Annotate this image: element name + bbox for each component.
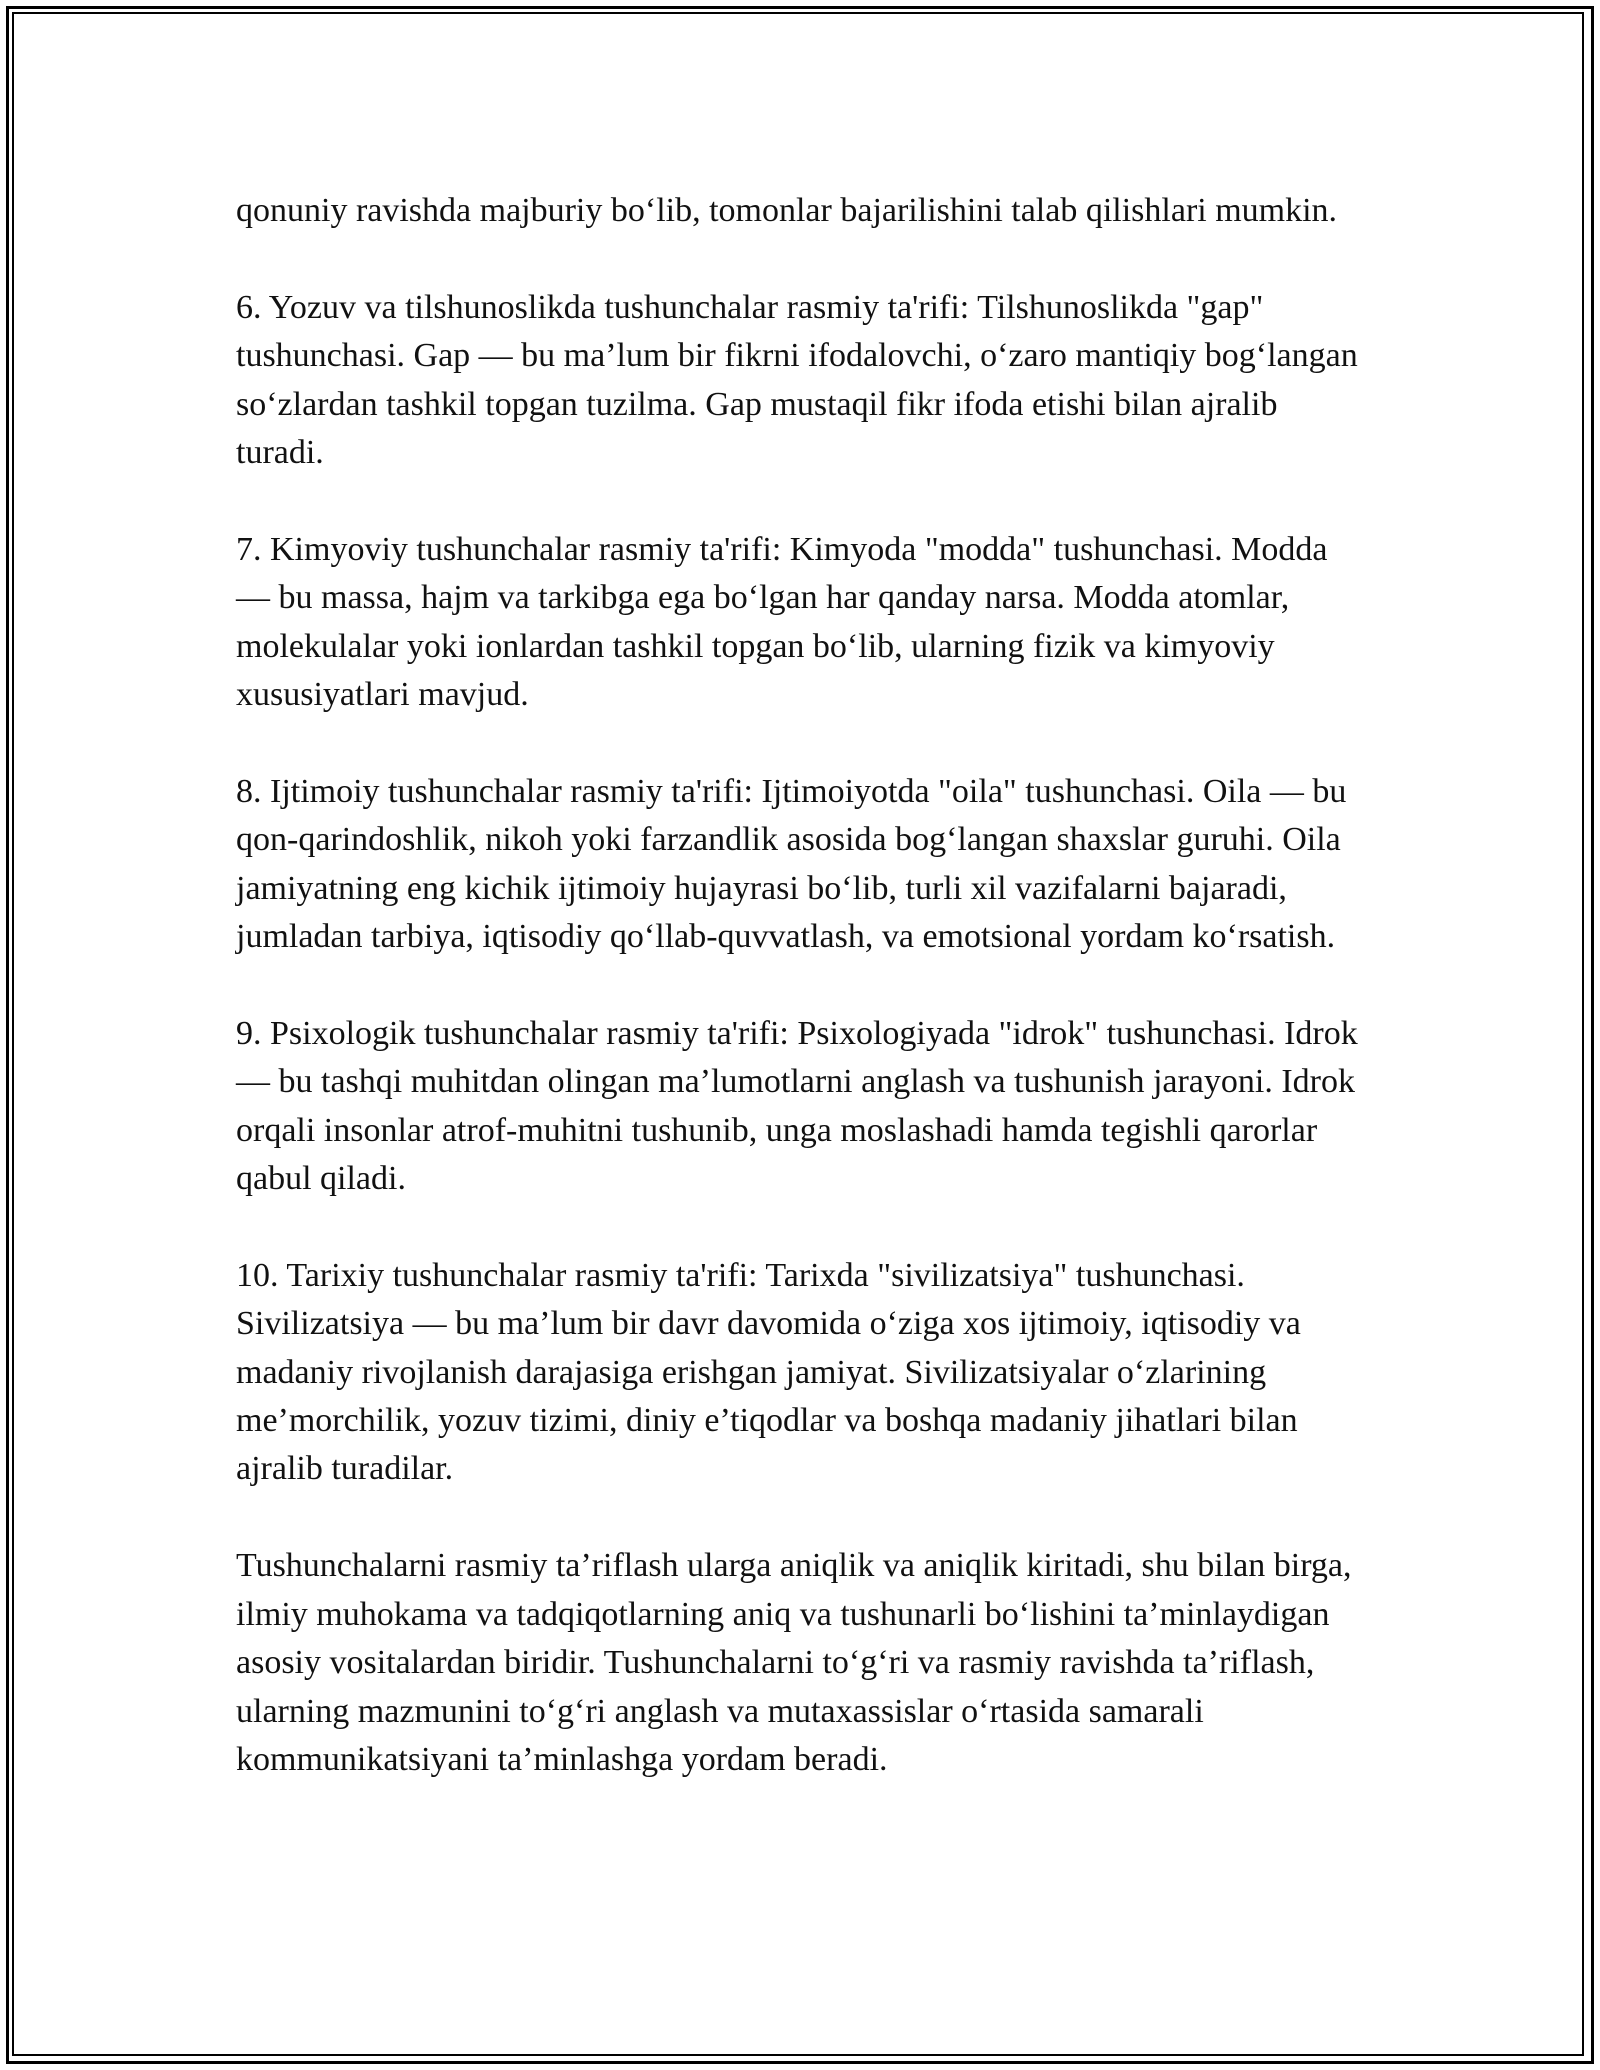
paragraph-item-8: 8. Ijtimoiy tushunchalar rasmiy ta'rifi: Ijtimoiyotda "oila" tushunchasi. Oila — bu qon-qarindoshlik, nikoh yoki farzandlik asosida bog‘langan shaxslar guruhi. Oila jamiyatning eng kichik ijtimoiy hujayrasi bo‘lib, turli xil vazifalarni bajaradi, jumladan tarbiya, iqtisodiy qo‘llab-quvvatlash, va emotsional yordam ko‘rsatish. [236,772,1347,956]
paragraph-item-9: 9. Psixologik tushunchalar rasmiy ta'rifi: Psixologiyada "idrok" tushunchasi. Idrok — bu tashqi muhitdan olingan ma’lumotlarni anglash va tushunish jarayoni. Idrok orqali insonlar atrof-muhitni tushunib, unga moslashadi hamda tegishli qarorlar qabul qiladi. [236,1014,1358,1198]
paragraph-item-7: 7. Kimyoviy tushunchalar rasmiy ta'rifi: Kimyoda "modda" tushunchasi. Modda — bu massa, hajm va tarkibga ega bo‘lgan har qanday narsa. Modda atomlar, molekulalar yoki ionlardan tashkil topgan bo‘lib, ularning fizik va kimyoviy xususiyatlari mavjud. [236,530,1328,714]
document-body [236,187,1366,1784]
paragraph-item-10: 10. Tarixiy tushunchalar rasmiy ta'rifi: Tarixda "sivilizatsiya" tushunchasi. Sivilizatsiya — bu ma’lum bir davr davomida o‘ziga xos ijtimoiy, iqtisodiy va madaniy rivojlanish darajasiga erishgan jamiyat. Sivilizatsiyalar o‘zlarining me’morchilik, yozuv tizimi, diniy e’tiqodlar va boshqa madaniy jihatlari bilan ajralib turadilar. [236,1256,1301,1488]
paragraph-item-6: 6. Yozuv va tilshunoslikda tushunchalar rasmiy ta'rifi: Tilshunoslikda "gap" tushunchasi. Gap — bu ma’lum bir fikrni ifodalovchi, o‘zaro mantiqiy bog‘langan so‘zlardan tashkil topgan tuzilma. Gap mustaqil fikr ifoda etishi bilan ajralib turadi. [236,288,1358,472]
paragraph-continuation: qonuniy ravishda majburiy bo‘lib, tomonlar bajarilishini talab qilishlari mumkin. [236,192,1338,229]
paragraph-conclusion: Tushunchalarni rasmiy ta’riflash ularga aniqlik va aniqlik kiritadi, shu bilan birga, ilmiy muhokama va tadqiqotlarning aniq va tushunarli bo‘lishini ta’minlaydigan asosiy vositalardan biridir. Tushunchalarni to‘g‘ri va rasmiy ravishda ta’riflash, ularning mazmunini to‘g‘ri anglash va mutaxassislar o‘rtasida samarali kommunikatsiyani ta’minlashga yordam beradi. [236,1547,1352,1778]
